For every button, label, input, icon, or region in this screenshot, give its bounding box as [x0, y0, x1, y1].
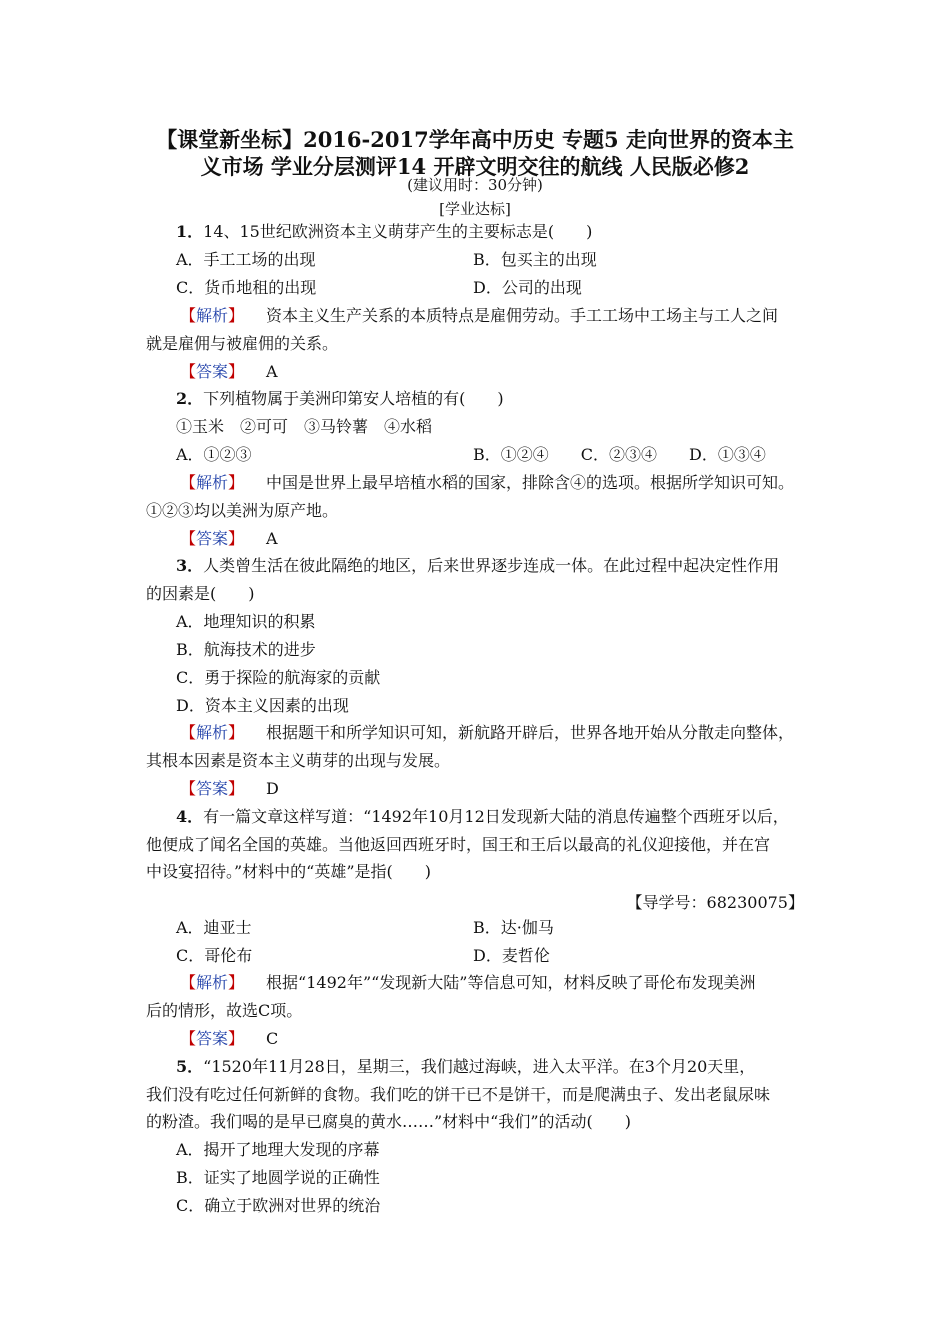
q1-option-b: B．包买主的出现	[473, 250, 597, 269]
q2-options-bcd: B．①②④ C．②③④ D．①③④	[473, 445, 766, 464]
guide-number: 【导学号：68230075】	[626, 893, 804, 912]
question-5: 5．“1520年11月28日，星期三，我们越过海峡，进入太平洋。在3个月20天里，	[176, 1057, 756, 1076]
q4-option-b: B．达·伽马	[473, 918, 554, 937]
suggested-time: (建议用时：30分钟)	[407, 176, 543, 194]
q2-answer: 【答案】 A	[180, 529, 278, 548]
q4-option-d: D．麦哲伦	[473, 946, 550, 965]
q1-option-a: A．手工工场的出现	[176, 250, 316, 269]
q2-analysis-cont: ①②③均以美洲为原产地。	[146, 501, 339, 520]
q1-analysis: 【解析】 资本主义生产关系的本质特点是雇佣劳动。手工工场中工场主与工人之间	[180, 306, 779, 325]
q1-option-c: C．货币地租的出现	[176, 278, 317, 297]
q1-analysis-cont: 就是雇佣与被雇佣的关系。	[146, 334, 339, 353]
q3-analysis: 【解析】 根据题干和所学知识可知，新航路开辟后，世界各地开始从分散走向整体，	[180, 723, 795, 742]
question-number: 1．	[176, 222, 204, 241]
document-title	[120, 126, 830, 180]
q1-option-d: D．公司的出现	[473, 278, 582, 297]
q3-option-d: D．资本主义因素的出现	[176, 696, 349, 715]
q3-option-c: C．勇于探险的航海家的贡献	[176, 668, 381, 687]
q3-stem-cont: 的因素是( )	[146, 584, 255, 603]
q4-option-a: A．迪亚士	[176, 918, 252, 937]
q4-stem-cont-2: 中设宴招待。”材料中的“英雄”是指( )	[146, 862, 432, 881]
q5-option-b: B．证实了地圆学说的正确性	[176, 1168, 380, 1187]
question-4: 4．有一篇文章这样写道：“1492年10月12日发现新大陆的消息传遍整个西班牙以后，	[176, 807, 789, 826]
title-line-1: 【课堂新坐标】2016-2017学年高中历史 专题5 走向世界的资本主	[156, 127, 794, 152]
q5-option-a: A．揭开了地理大发现的序幕	[176, 1140, 380, 1159]
section-heading: [学业达标]	[439, 200, 511, 218]
q4-analysis-cont: 后的情形，故选C项。	[146, 1001, 303, 1020]
q1-answer: 【答案】 A	[180, 362, 278, 381]
q2-analysis: 【解析】 中国是世界上最早培植水稻的国家，排除含④的选项。根据所学知识可知。	[180, 473, 795, 492]
q2-option-a: A．①②③	[176, 445, 252, 464]
q3-answer: 【答案】 D	[180, 779, 279, 798]
q4-option-c: C．哥伦布	[176, 946, 253, 965]
q4-analysis: 【解析】 根据“1492年”“发现新大陆”等信息可知，材料反映了哥伦布发现美洲	[180, 973, 756, 992]
q4-stem-cont-1: 他便成了闻名全国的英雄。当他返回西班牙时，国王和王后以最高的礼仪迎接他，并在宫	[146, 835, 771, 854]
q5-stem-cont-2: 的粉渣。我们喝的是早已腐臭的黄水……”材料中“我们”的活动( )	[146, 1112, 632, 1131]
question-3: 3．人类曾生活在彼此隔绝的地区，后来世界逐步连成一体。在此过程中起决定性作用	[176, 556, 780, 575]
q4-answer: 【答案】 C	[180, 1029, 279, 1048]
question-2: 2．下列植物属于美洲印第安人培植的有( )	[176, 389, 504, 408]
q3-option-a: A．地理知识的积累	[176, 612, 316, 631]
q5-option-c: C．确立于欧洲对世界的统治	[176, 1196, 381, 1215]
q2-items: ①玉米 ②可可 ③马铃薯 ④水稻	[176, 417, 433, 436]
q3-option-b: B．航海技术的进步	[176, 640, 316, 659]
q5-stem-cont-1: 我们没有吃过任何新鲜的食物。我们吃的饼干已不是饼干，而是爬满虫子、发出老鼠尿味	[146, 1085, 771, 1104]
question-1	[176, 222, 592, 242]
title-line-2: 义市场 学业分层测评14 开辟文明交往的航线 人民版必修2	[200, 154, 750, 179]
question-stem: 14、15世纪欧洲资本主义萌芽产生的主要标志是( )	[203, 222, 593, 241]
q3-analysis-cont: 其根本因素是资本主义萌芽的出现与发展。	[146, 751, 451, 770]
